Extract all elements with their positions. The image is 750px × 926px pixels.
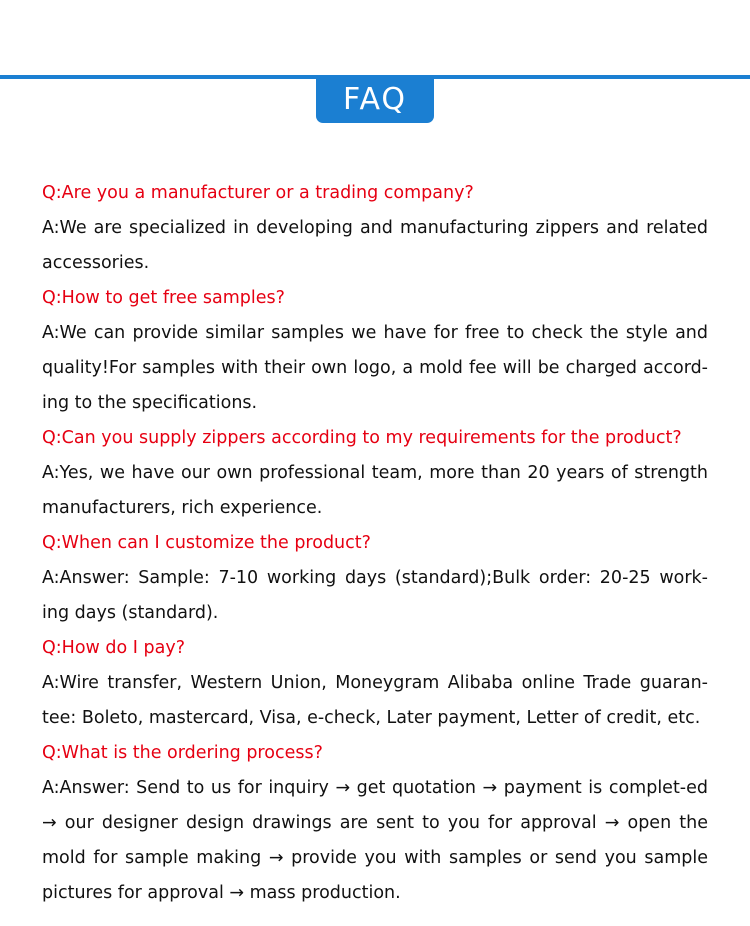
faq-answer: A:Answer: Send to us for inquiry → get quotation → payment is complet-ed → our designer design drawings are sent to you for approval → open the mold for sample making → provide you with samples or send you sample pictures for approval → mass production. — [42, 778, 708, 903]
faq-question: Q:How do I pay? — [42, 638, 185, 658]
faq-question: Q:Are you a manufacturer or a trading company? — [42, 183, 474, 203]
faq-answer: A:Wire transfer, Western Union, Moneygram Alibaba online Trade guaran-tee: Boleto, mastercard, Visa, e-check, Later payment, Letter of credit, etc. — [42, 673, 708, 728]
faq-item — [42, 421, 708, 526]
faq-question: Q:Can you supply zippers according to my requirements for the product? — [42, 428, 682, 448]
faq-question: Q:How to get free samples? — [42, 288, 285, 308]
faq-item — [42, 631, 708, 736]
faq-item — [42, 526, 708, 631]
faq-question: Q:When can I customize the product? — [42, 533, 371, 553]
faq-item — [42, 176, 708, 281]
faq-question: Q:What is the ordering process? — [42, 743, 323, 763]
faq-answer: A:We can provide similar samples we have for free to check the style and quality!For samples with their own logo, a mold fee will be charged accord-ing to the specifications. — [42, 323, 708, 413]
faq-title-badge — [316, 77, 434, 123]
page-title: FAQ — [342, 82, 408, 117]
faq-answer: A:Yes, we have our own professional team, more than 20 years of strength manufacturers, rich experience. — [42, 463, 708, 518]
faq-item — [42, 281, 708, 421]
faq-list — [42, 176, 708, 911]
faq-answer: A:Answer: Sample: 7-10 working days (standard);Bulk order: 20-25 work-ing days (standard). — [42, 568, 708, 623]
faq-answer: A:We are specialized in developing and manufacturing zippers and related accessories. — [42, 218, 708, 273]
faq-item — [42, 736, 708, 911]
